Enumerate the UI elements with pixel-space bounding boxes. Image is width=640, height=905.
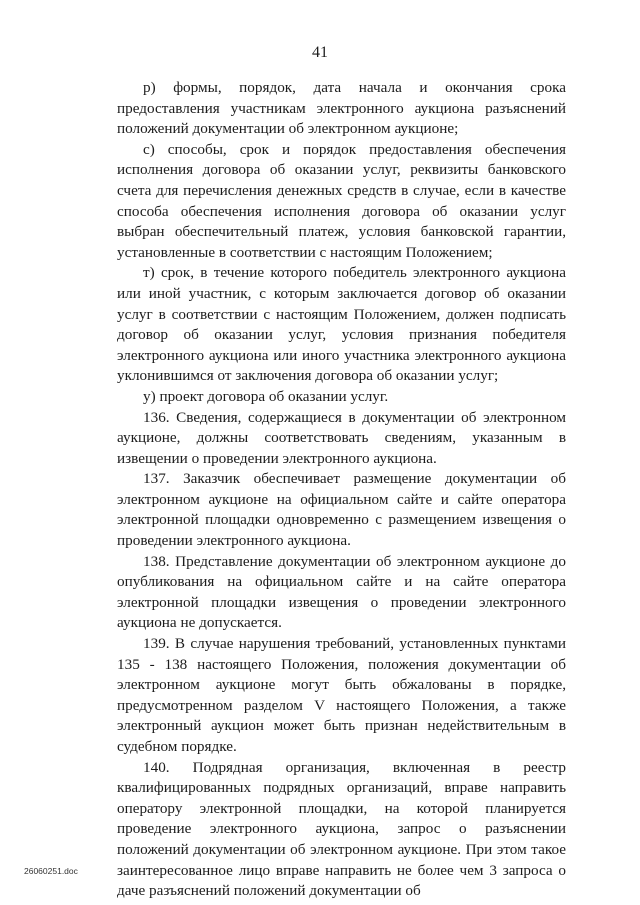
paragraph-r: р) формы, порядок, дата начала и окончания срока предоставления участникам электронного аукциона разъяснений положений документации об электронном аукционе; [117,79,566,138]
paragraph-138: 138. Представление документации об электронном аукционе до опубликования на официальном сайте и на сайте оператора электронной площадки извещения о проведении электронного аукциона не допускается. [117,552,566,632]
paragraph-t: т) срок, в течение которого победитель электронного аукциона или иной участник, с которым заключается договор об оказании услуг в соответствии с настоящим Положением, должен подписать договор об оказании услуг, условия признания победителя электронного аукциона или иного участника электронного аукциона уклонившимся от заключения договора об оказании услуг; [117,264,566,385]
paragraph-136: 136. Сведения, содержащиеся в документации об электронном аукционе, должны соответствовать сведениям, указанным в извещении о проведении электронного аукциона. [117,408,566,467]
paragraph-140: 140. Подрядная организация, включенная в реестр квалифицированных подрядных организаций, вправе направить оператору электронной площадки, на которой планируется проведение электронного аукциона, запрос о разъяснении положений документации об электронном аукционе. При этом такое заинтересованное лицо вправе направить не более чем 3 запроса о даче разъяснений положений документации об [117,758,566,900]
page-number: 41 [312,44,328,61]
paragraph-139: 139. В случае нарушения требований, установленных пунктами 135 - 138 настоящего Положения, положения документации об электронном аукционе могут быть обжалованы в порядке, предусмотренном разделом V настоящего Положения, а также электронный аукцион может быть признан недействительным в судебном порядке. [117,635,566,755]
paragraph-s: с) способы, срок и порядок предоставления обеспечения исполнения договора об оказании услуг, реквизиты банковского счета для перечисления денежных средств в случае, если в качестве способа обеспечения исполнения договора об оказании услуг выбран обеспечительный платеж, условия банковской гарантии, установленные в соответствии с настоящим Положением; [117,140,566,261]
paragraph-u: у) проект договора об оказании услуг. [143,387,389,405]
document-body [117,78,566,902]
paragraph-137: 137. Заказчик обеспечивает размещение документации об электронном аукционе на официальном сайте и сайте оператора электронной площадки одновременно с размещением извещения о проведении электронного аукциона. [117,470,566,550]
footer-filename: 26060251.doc [24,866,78,876]
